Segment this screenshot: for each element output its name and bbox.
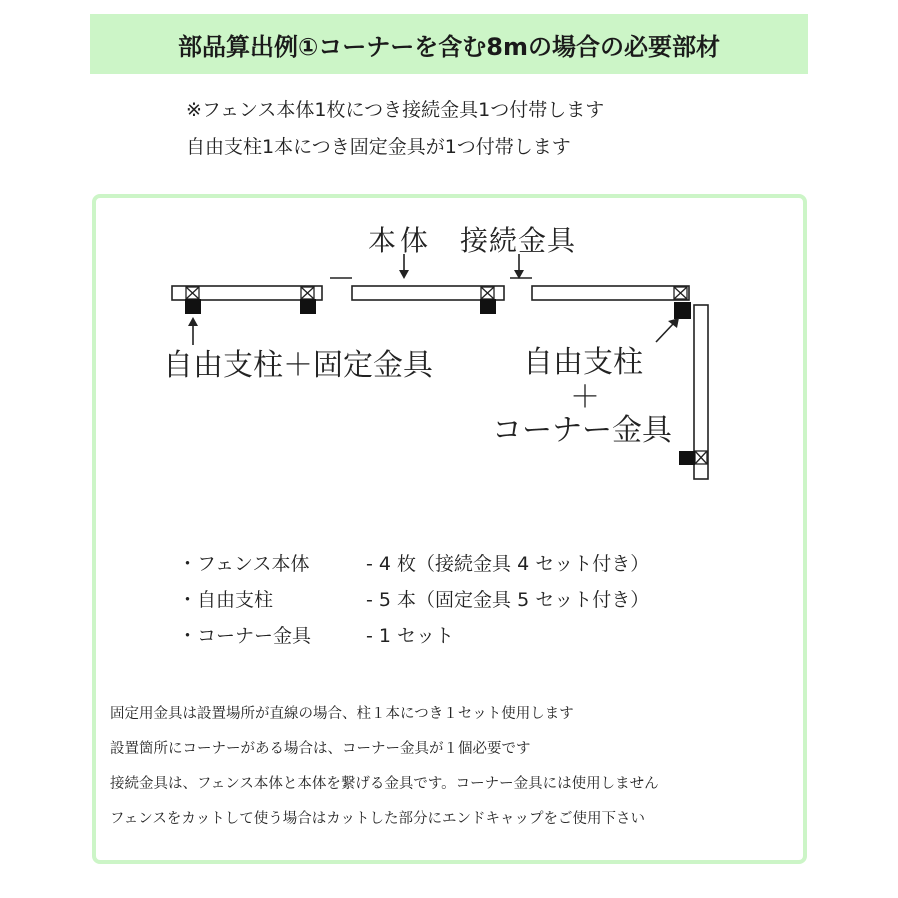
arrow-head-icon — [188, 317, 198, 326]
fixing-bracket — [679, 451, 695, 465]
list-item — [178, 618, 649, 654]
footnote-line: 固定用金具は設置場所が直線の場合、柱１本につき１セット使用します — [110, 706, 574, 722]
page-title: 部品算出例①コーナーを含む8mの場合の必要部材 — [90, 14, 808, 74]
note-line: 自由支柱1本につき固定金具が1つ付帯します — [186, 136, 571, 158]
arrow-line — [656, 324, 673, 342]
label-body: 本体 — [368, 224, 433, 257]
fixing-bracket — [300, 299, 316, 314]
footnotes — [110, 697, 659, 837]
part-name: ・フェンス本体 — [178, 553, 310, 575]
fence-panel — [172, 286, 322, 300]
list-item — [178, 582, 649, 618]
fence-panel — [532, 286, 689, 300]
label-corner-bracket: コーナー金具 — [492, 413, 672, 448]
note-line: ※フェンス本体1枚につき接続金具1つ付帯します — [186, 99, 605, 121]
parts-list — [178, 546, 649, 654]
list-item — [178, 546, 649, 582]
corner-bracket — [674, 302, 691, 319]
part-qty: - 4 枚（接続金具 4 セット付き） — [366, 553, 650, 575]
label-joint: 接続金具 — [460, 224, 577, 257]
label-corner-post: 自由支柱 — [523, 345, 643, 380]
fixing-bracket — [185, 299, 201, 314]
footnote-line: 設置箇所にコーナーがある場合は、コーナー金具が１個必要です — [110, 741, 531, 757]
part-qty: - 5 本（固定金具 5 セット付き） — [366, 589, 650, 611]
label-post-bracket: 自由支柱＋固定金具 — [163, 348, 433, 383]
part-name: ・自由支柱 — [178, 589, 274, 611]
part-name: ・コーナー金具 — [178, 625, 312, 647]
label-plus: ＋ — [570, 380, 600, 415]
fixing-bracket — [480, 299, 496, 314]
footnote-line: フェンスをカットして使う場合はカットした部分にエンドキャップをご使用下さい — [110, 811, 646, 827]
part-qty: - 1 セット — [366, 625, 455, 647]
arrow-head-icon — [399, 270, 409, 279]
footnote-line: 接続金具は、フェンス本体と本体を繋げる金具です。コーナー金具には使用しません — [110, 776, 659, 792]
